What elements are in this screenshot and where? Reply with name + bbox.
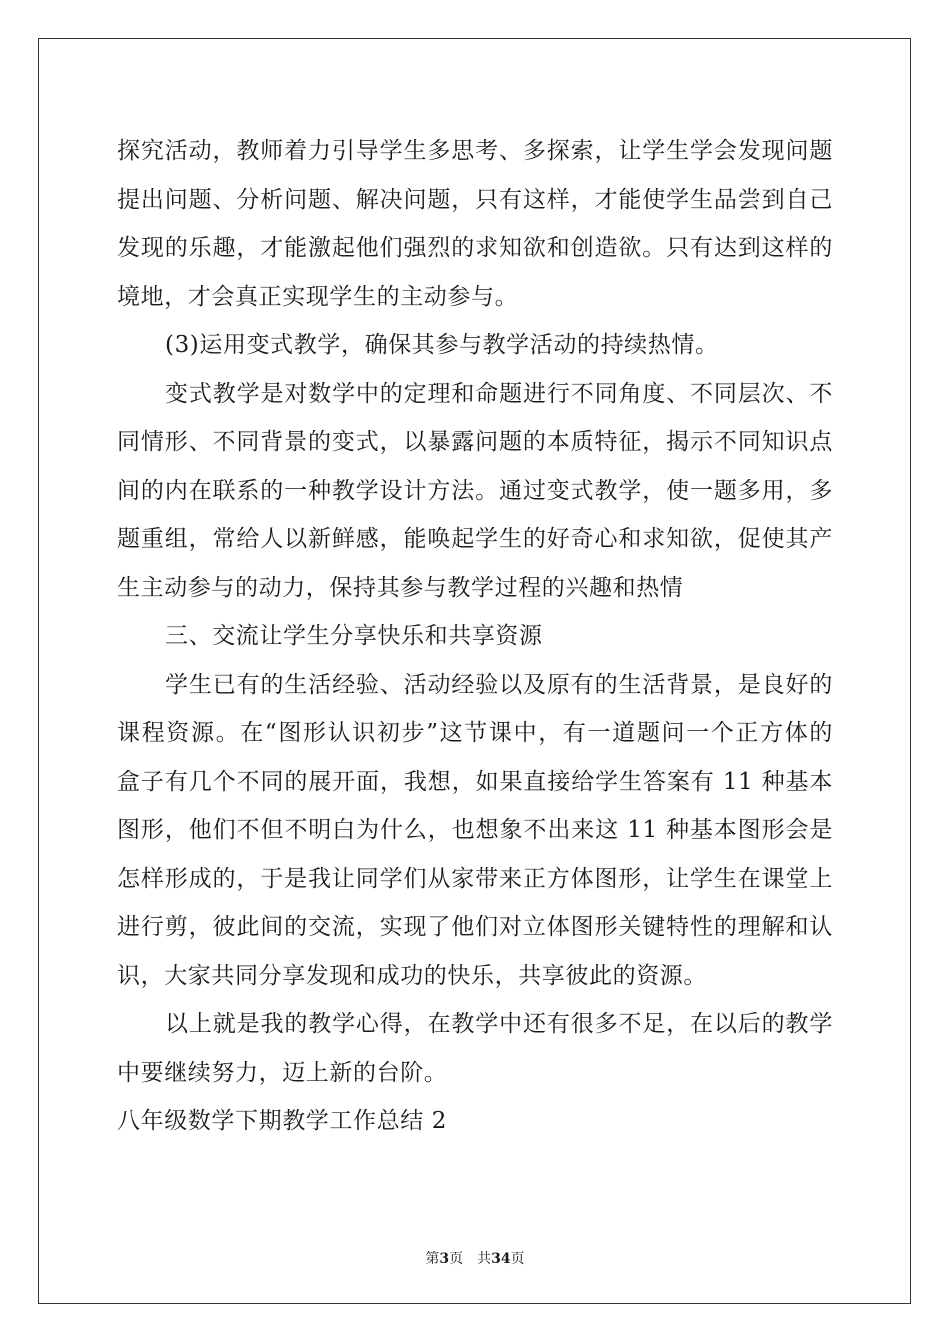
paragraph-line: 图形，他们不但不明白为什么，也想象不出来这 11 种基本图形会是 [117, 817, 833, 843]
total-pages: 34 [491, 1251, 511, 1267]
page-footer [0, 1248, 950, 1268]
paragraph-line: 发现的乐趣，才能激起他们强烈的求知欲和创造欲。只有达到这样的 [117, 235, 833, 261]
paragraph-line: 间的内在联系的一种教学设计方法。通过变式教学，使一题多用，多 [117, 477, 833, 504]
paragraph-line: 生主动参与的动力，保持其参与教学过程的兴趣和热情 [117, 574, 684, 601]
paragraph-line: 盒子有几个不同的展开面，我想，如果直接给学生答案有 11 种基本 [117, 768, 833, 795]
paragraph-line: 进行剪，彼此间的交流，实现了他们对立体图形关键特性的理解和认 [117, 914, 833, 940]
paragraph-line: 探究活动，教师着力引导学生多思考、多探索，让学生学会发现问题 [117, 138, 833, 164]
paragraph-line: 课程资源。在“图形认识初步”这节课中，有一道题问一个正方体的 [117, 720, 833, 746]
section-heading: 三、交流让学生分享快乐和共享资源 [165, 623, 543, 649]
paragraph-line: 以上就是我的教学心得，在教学中还有很多不足，在以后的教学 [165, 1011, 833, 1037]
page-number: 3 [439, 1251, 450, 1267]
page-prefix: 第 [425, 1251, 440, 1267]
paragraph-line: 怎样形成的，于是我让同学们从家带来正方体图形，让学生在课堂上 [117, 865, 833, 892]
subsection-heading: (3)运用变式教学，确保其参与教学活动的持续热情。 [165, 332, 719, 358]
paragraph-line: 题重组，常给人以新鲜感，能唤起学生的好奇心和求知欲，促使其产 [117, 526, 833, 552]
paragraph-line: 中要继续努力，迈上新的台阶。 [117, 1059, 448, 1086]
page-suffix: 页 [449, 1251, 464, 1267]
paragraph-line: 变式教学是对数学中的定理和命题进行不同角度、不同层次、不 [165, 380, 833, 407]
document-body [117, 127, 833, 1146]
paragraph-line: 学生已有的生活经验、活动经验以及原有的生活背景，是良好的 [165, 671, 833, 698]
total-prefix: 共 [477, 1251, 492, 1267]
total-suffix: 页 [510, 1251, 525, 1267]
paragraph-line: 境地，才会真正实现学生的主动参与。 [117, 283, 519, 310]
paragraph-line: 同情形、不同背景的变式，以暴露问题的本质特征，揭示不同知识点 [117, 429, 833, 455]
document-title: 八年级数学下期教学工作总结 2 [117, 1108, 447, 1134]
paragraph-line: 提出问题、分析问题、解决问题，只有这样，才能使学生品尝到自己 [117, 186, 833, 213]
paragraph-line: 识，大家共同分享发现和成功的快乐，共享彼此的资源。 [117, 962, 707, 989]
